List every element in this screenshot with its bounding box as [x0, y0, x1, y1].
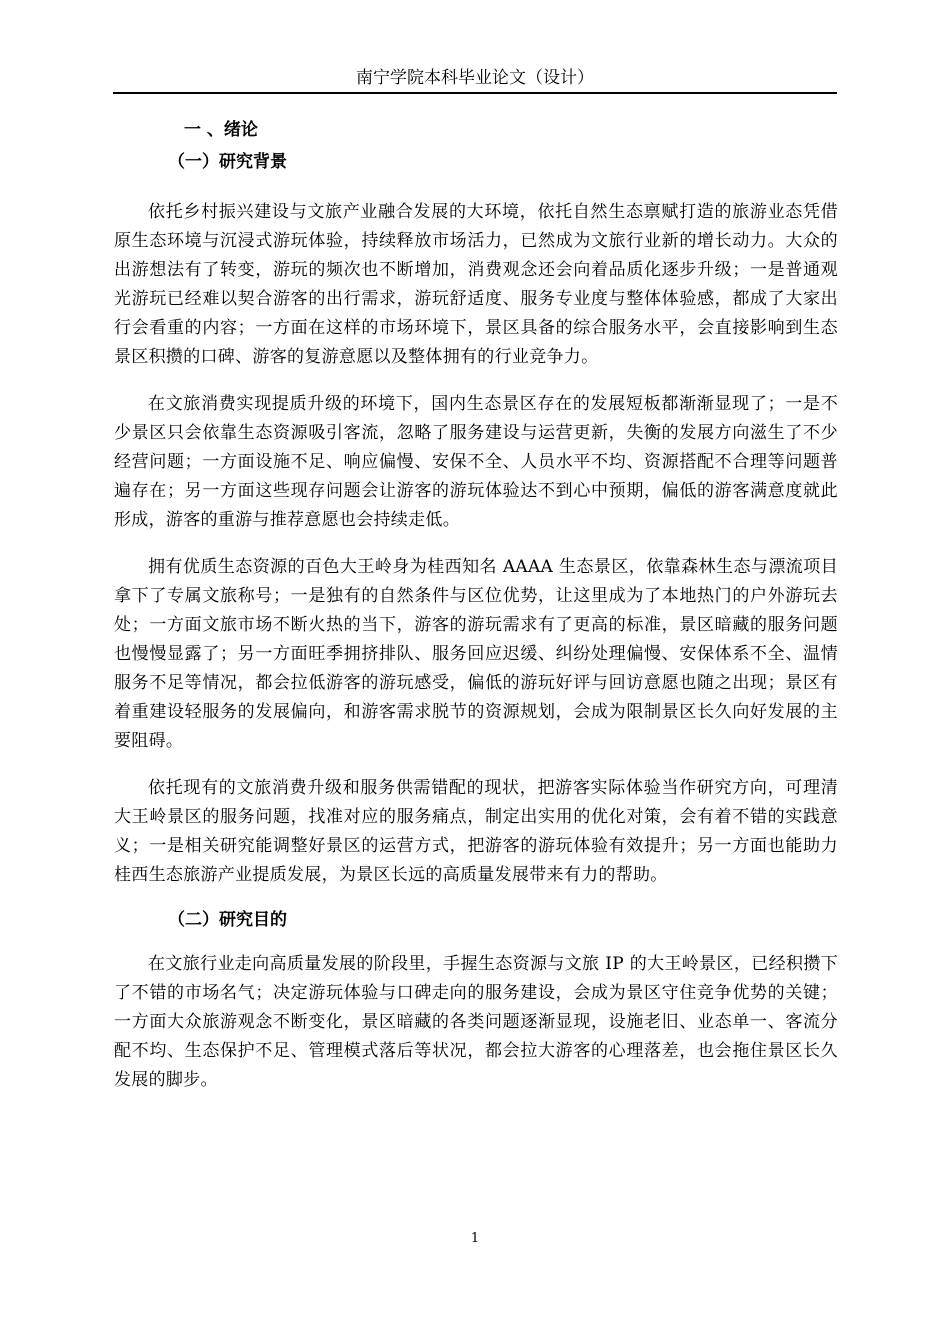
running-header: 南宁学院本科毕业论文（设计）: [356, 68, 594, 88]
paragraph: 在文旅消费实现提质升级的环境下，国内生态景区存在的发展短板都渐渐显现了；一是不少景区只会依靠生态资源吸引客流，忽略了服务建设与运营更新，失衡的发展方向滋生了不少经营问题；一方面设施不足、响应偏慢、安保不全、人员水平不均、资源搭配不合理等问题普遍存在；另一方面这些现存问题会让游客的游玩体验达不到心中预期，偏低的游客满意度就此形成，游客的重游与推荐意愿也会持续走低。: [114, 394, 838, 530]
page-number: 1: [470, 1231, 480, 1246]
document-body: [114, 116, 838, 1095]
section-heading-background: （一）研究背景: [168, 152, 287, 172]
paragraph: 在文旅行业走向高质量发展的阶段里，手握生态资源与文旅 IP 的大王岭景区，已经积攒下了不错的市场名气；决定游玩体验与口碑走向的服务建设，会成为景区守住竞争优势的关键；一方面大众旅游观念不断变化，景区暗藏的各类问题逐渐显现，设施老旧、业态单一、客流分配不均、生态保护不足、管理模式落后等状况，都会拉大游客的心理落差，也会拖住景区长久发展的脚步。: [114, 954, 838, 1090]
section-heading-purpose: （二）研究目的: [168, 910, 287, 930]
paragraph: 依托现有的文旅消费升级和服务供需错配的现状，把游客实际体验当作研究方向，可理清大王岭景区的服务问题，找准对应的服务痛点，制定出实用的优化对策，会有着不错的实践意义；一是相关研究能调整好景区的运营方式，把游客的游玩体验有效提升；另一方面也能助力桂西生态旅游产业提质发展，为景区长远的高质量发展带来有力的帮助。: [114, 778, 838, 885]
paragraph: 依托乡村振兴建设与文旅产业融合发展的大环境，依托自然生态禀赋打造的旅游业态凭借原生态环境与沉浸式游玩体验，持续释放市场活力，已然成为文旅行业新的增长动力。大众的出游想法有了转变，游玩的频次也不断增加，消费观念还会向着品质化逐步升级；一是普通观光游玩已经难以契合游客的出行需求，游玩舒适度、服务专业度与整体体验感，都成了大家出行会看重的内容；一方面在这样的市场环境下，景区具备的综合服务水平，会直接影响到生态景区积攒的口碑、游客的复游意愿以及整体拥有的行业竞争力。: [114, 202, 838, 367]
header-rule: [113, 92, 837, 94]
chapter-heading: 一 、绪论: [184, 120, 258, 140]
paragraph: 拥有优质生态资源的百色大王岭身为桂西知名 AAAA 生态景区，依靠森林生态与漂流项目拿下了专属文旅称号；一是独有的自然条件与区位优势，让这里成为了本地热门的户外游玩去处；一方面文旅市场不断火热的当下，游客的游玩需求有了更高的标准，景区暗藏的服务问题也慢慢显露了；另一方面旺季拥挤排队、服务回应迟缓、纠纷处理偏慢、安保体系不全、温情服务不足等情况，都会拉低游客的游玩感受，偏低的游玩好评与回访意愿也随之出现；景区有着重建设轻服务的发展偏向，和游客需求脱节的资源规划，会成为限制景区长久向好发展的主要阻碍。: [114, 557, 838, 751]
